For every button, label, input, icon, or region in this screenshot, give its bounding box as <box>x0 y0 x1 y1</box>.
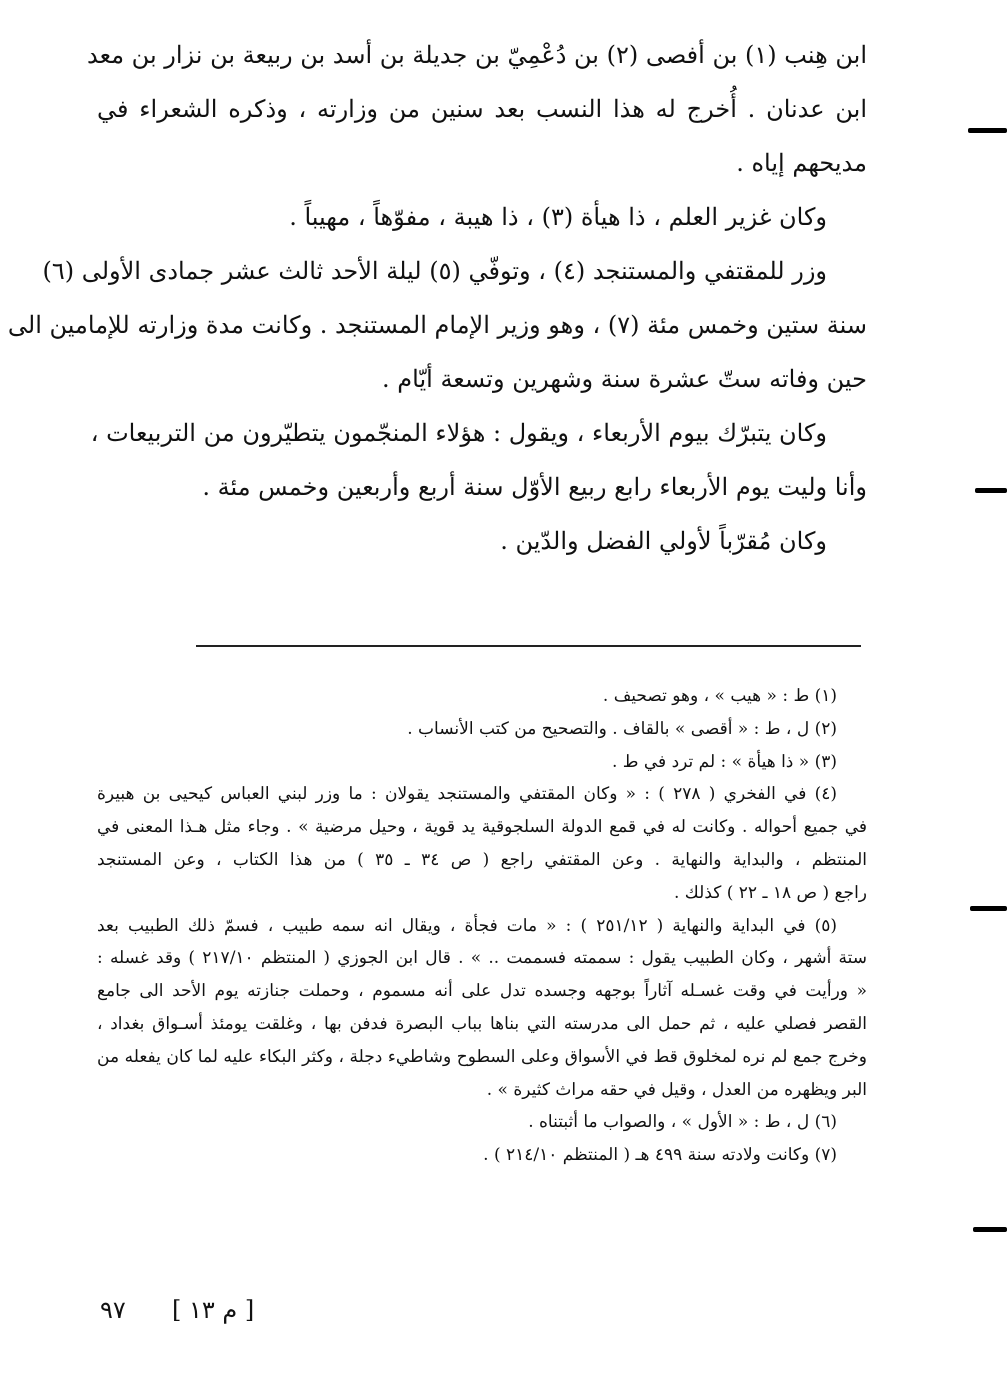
page-number: ٩٧ <box>100 1296 126 1324</box>
footnotes <box>97 680 867 1172</box>
scan-edge-mark <box>970 906 1007 911</box>
footnote-line: القصر فصلي عليه ، ثم حمل الى مدرسته التي بناها بباب البصرة فدفن بها ، وغلقت يومئذ أسـواق بغداد ، <box>97 1013 867 1034</box>
footnote-line: وخرج جمع لم نره لمخلوق قط في الأسواق وعلى السطوح وشاطيء دجلة ، وكثر البكاء عليه لما كان يفعله من <box>97 1046 867 1067</box>
footnote-line: البر ويظهره من العدل ، وقيل في حقه مراث كثيرة » . <box>486 1079 867 1100</box>
footnote-line: (٧) وكانت ولادته سنة ٤٩٩ هـ ( المنتظم ٢١٤/١٠ ) . <box>483 1145 837 1166</box>
footnote-line: (٤) في الفخري ( ٢٧٨ ) : « وكان المقتفي والمستنجد يقولان : ما وزر لبني العباس كيحيى بن هبيرة <box>97 784 837 805</box>
text-line: وكان يتبرّك بيوم الأربعاء ، ويقول : هؤلاء المنجّمون يتطيّرون من التربيعات ، <box>90 419 827 447</box>
footnote-divider <box>196 645 861 647</box>
footnote-line: ستة أشهر ، وكان الطبيب يقول : سممته فسممت .. » . قال ابن الجوزي ( المنتظم ٢١٧/١٠ ) وقد غسله : <box>97 948 867 969</box>
main-text <box>7 28 867 568</box>
footnote-line: (١) ط : « هيب » ، وهو تصحيف . <box>602 686 837 706</box>
scan-edge-mark <box>975 488 1007 493</box>
text-line: سنة ستين وخمس مئة (٧) ، وهو وزير الإمام المستنجد . وكانت مدة وزارته للإمامين الى <box>7 311 867 339</box>
text-line: حين وفاته ستّ عشرة سنة وشهرين وتسعة أيّام . <box>382 365 867 393</box>
text-line: وزر للمقتفي والمستنجد (٤) ، وتوفّي (٥) ليلة الأحد ثالث عشر جمادى الأولى (٦) <box>42 257 827 285</box>
scan-edge-mark <box>968 128 1007 133</box>
footnote-line: في جميع أحواله . وكانت له في قمع الدولة السلجوقية يد قوية ، وحيل مرضية » . وجاء مثل هـذا المعنى في <box>97 817 867 838</box>
footnote-line: (٥) في البداية والنهاية ( ٢٥١/١٢ ) : « مات فجأة ، ويقال انه سمه طبيب ، فسمّ ذلك الطبيب بعد <box>97 915 837 936</box>
scan-edge-mark <box>973 1227 1007 1232</box>
text-line: مديحهم إياه . <box>736 149 867 177</box>
text-line: وكان مُقرّباً لأولي الفضل والدّين . <box>500 527 827 555</box>
footnote-line: راجع ( ص ١٨ ـ ٢٢ ) كذلك . <box>674 882 867 903</box>
text-line: ابن عدنان . أُخرج له هذا النسب بعد سنين من وزارته ، وذكره الشعراء في <box>97 95 867 123</box>
footnote-line: (٦) ل ، ط : « الأول » ، والصواب ما أثبتناه . <box>528 1112 837 1133</box>
footnote-line: (٢) ل ، ط : « أقصى » بالقاف . والتصحيح من كتب الأنساب . <box>407 718 837 739</box>
text-line: وكان غزير العلم ، ذا هيأة (٣) ، ذا هيبة ، مفوّهاً ، مهيباً . <box>289 203 827 231</box>
footnote-line: المنتظم ، والبداية والنهاية . وعن المقتفي راجع ( ص ٣٤ ـ ٣٥ ) من هذا الكتاب ، وعن المستنجد <box>97 849 867 870</box>
signature-mark: [ م ١٣ ] <box>172 1296 255 1324</box>
footnote-line: « ورأيت في وقت غسـله آثاراً بوجهه وجسده تدل على أنه مسموم ، وحملت جنازته يوم الأحد الى جامع <box>97 981 867 1002</box>
text-line: وأنا وليت يوم الأربعاء رابع ربيع الأوّل سنة أربع وأربعين وخمس مئة . <box>202 473 867 501</box>
text-line: ابن هِنب (١) بن أفصى (٢) بن دُعْمِيّ بن جديلة بن أسد بن ربيعة بن نزار بن معد <box>87 41 867 69</box>
footnote-line: (٣) « ذا هيأة » : لم ترد في ط . <box>611 751 837 772</box>
